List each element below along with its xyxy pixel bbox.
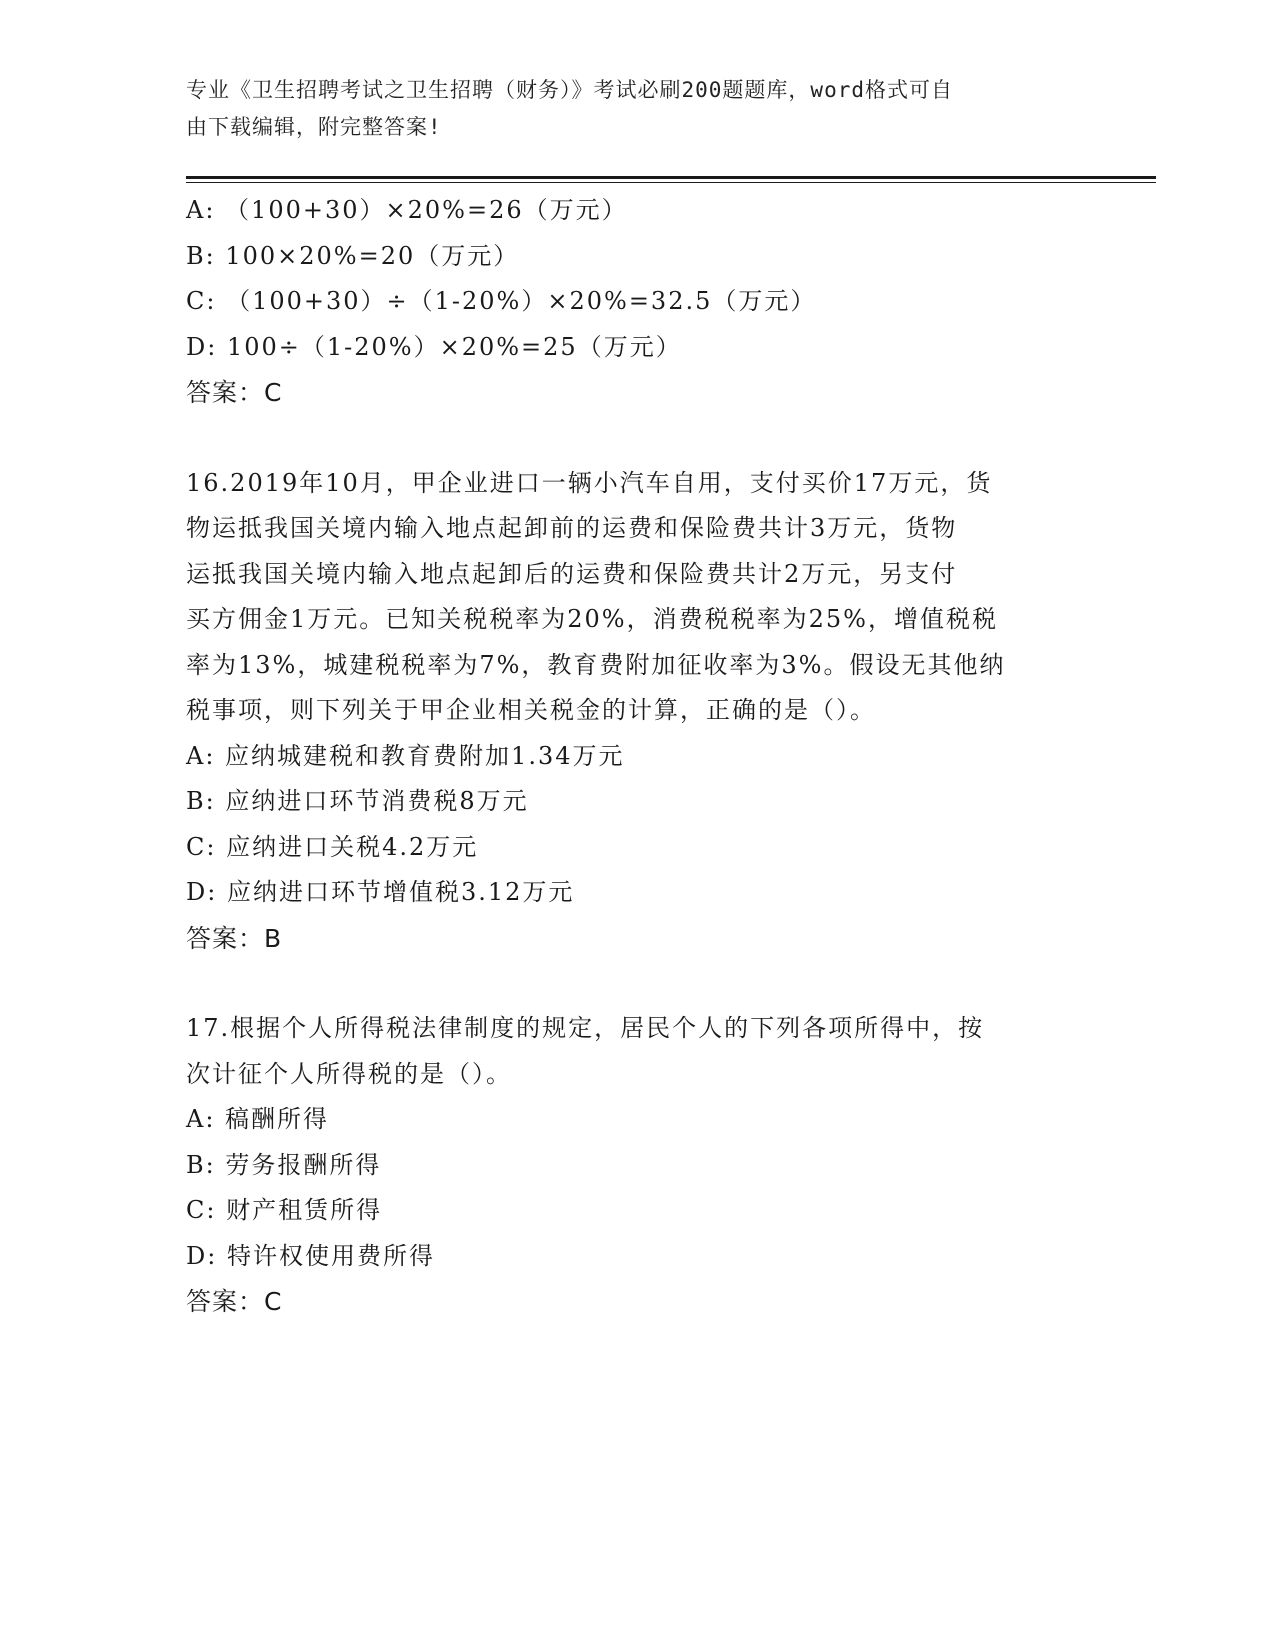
header-line-1: 专业《卫生招聘考试之卫生招聘（财务）》考试必刷200题题库，word格式可自 (186, 78, 953, 102)
option-d: D: 特许权使用费所得 (186, 1241, 435, 1270)
header-rule-thin (186, 182, 1156, 183)
header-rule-thick (186, 176, 1156, 179)
question-stem-line: 税事项，则下列关于甲企业相关税金的计算，正确的是（）。 (186, 696, 876, 724)
option-a: A: （100+30）×20%=26（万元） (186, 196, 628, 224)
document-header (186, 72, 1076, 146)
option-b: B: 应纳进口环节消费税8万元 (186, 787, 529, 815)
answer-text: 答案：C (186, 378, 283, 407)
option-c: C: 财产租赁所得 (186, 1196, 383, 1224)
question-content (186, 188, 1086, 1325)
question-15 (186, 188, 1086, 416)
option-b: B: 100×20%=20（万元） (186, 241, 520, 270)
option-a: A: 应纳城建税和教育费附加1.34万元 (186, 741, 625, 770)
question-stem-line: 16.2019年10月，甲企业进口一辆小汽车自用，支付买价17万元，货 (186, 468, 993, 497)
question-stem-line: 买方佣金1万元。已知关税税率为20%，消费税税率为25%，增值税税 (186, 605, 998, 633)
option-a: A: 稿酬所得 (186, 1105, 330, 1133)
question-stem-line: 率为13%，城建税税率为7%，教育费附加征收率为3%。假设无其他纳 (186, 650, 1006, 679)
option-c: C: （100+30）÷（1-20%）×20%=32.5（万元） (186, 287, 817, 315)
option-d: D: 100÷（1-20%）×20%=25（万元） (186, 332, 682, 361)
spacer (186, 416, 1086, 461)
question-stem-line: 运抵我国关境内输入地点起卸后的运费和保险费共计2万元，另支付 (186, 559, 958, 588)
spacer (186, 961, 1086, 1006)
option-d: D: 应纳进口环节增值税3.12万元 (186, 878, 575, 906)
option-c: C: 应纳进口关税4.2万元 (186, 832, 479, 861)
answer-text: 答案：B (186, 923, 283, 953)
question-16 (186, 461, 1086, 962)
question-stem-line: 次计征个人所得税的是（）。 (186, 1059, 512, 1088)
option-b: B: 劳务报酬所得 (186, 1150, 382, 1179)
header-line-2: 由下载编辑，附完整答案! (186, 115, 442, 139)
question-stem-line: 物运抵我国关境内输入地点起卸前的运费和保险费共计3万元，货物 (186, 514, 958, 542)
question-17 (186, 1006, 1086, 1325)
answer-text: 答案：C (186, 1287, 283, 1316)
question-stem-line: 17.根据个人所得税法律制度的规定，居民个人的下列各项所得中，按 (186, 1014, 985, 1042)
